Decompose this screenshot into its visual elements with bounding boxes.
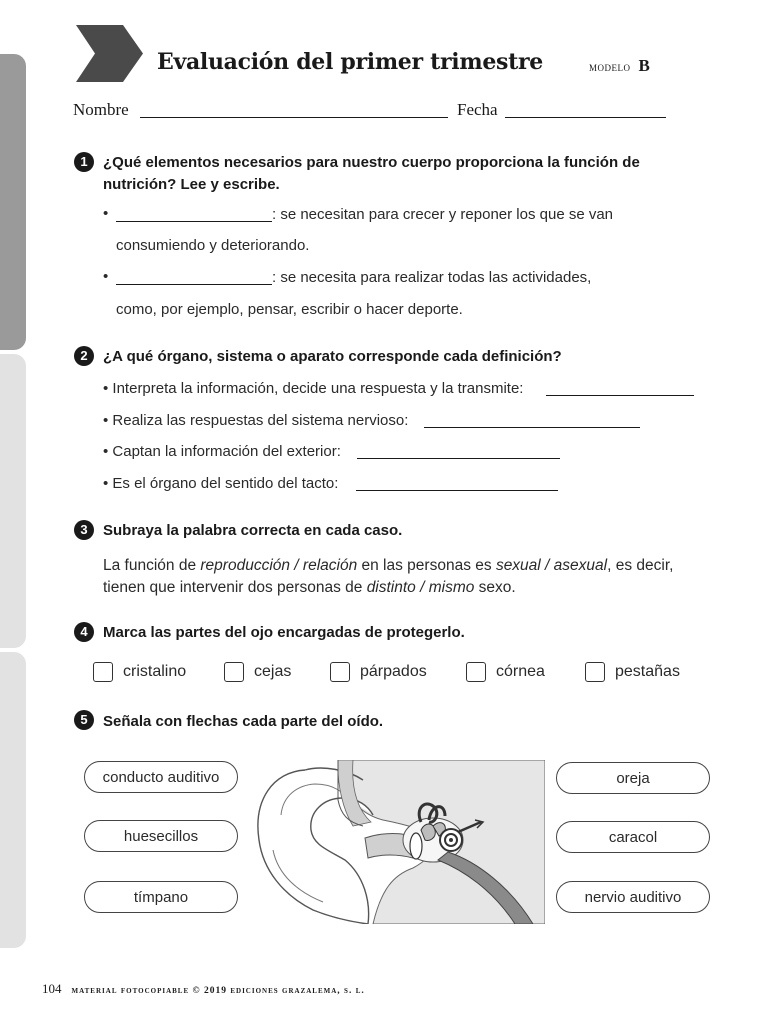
modelo-badge — [589, 56, 650, 76]
name-field[interactable] — [140, 117, 448, 118]
name-label: Nombre — [73, 100, 129, 119]
question-number: 5 — [74, 710, 94, 730]
ear-label-left[interactable]: tímpano — [84, 881, 238, 913]
q1-item-text: : se necesitan para crecer y reponer los que se van — [272, 206, 614, 223]
q2-item: • Es el órgano del sentido del tacto: — [103, 475, 339, 492]
q2-item: • Captan la información del exterior: — [103, 443, 341, 460]
side-tab — [0, 652, 26, 948]
checkbox-option[interactable] — [93, 662, 186, 682]
question-number: 1 — [74, 152, 94, 172]
checkbox-label: córnea — [496, 663, 545, 680]
question-4-text: Marca las partes del ojo encargadas de protegerlo. — [103, 624, 465, 641]
q2-item: • Realiza las respuestas del sistema nervioso: — [103, 412, 409, 429]
question-number: 3 — [74, 520, 94, 540]
checkbox-option[interactable] — [224, 662, 291, 682]
checkbox-label: cristalino — [123, 663, 187, 680]
date-label: Fecha — [457, 100, 498, 119]
q1-item-continuation: consumiendo y deteriorando. — [116, 237, 310, 254]
q1-item-text: : se necesita para realizar todas las actividades, — [272, 269, 592, 286]
checkbox-option[interactable] — [466, 662, 545, 682]
modelo-label: modelo — [589, 59, 631, 74]
side-tab — [0, 354, 26, 648]
date-field[interactable] — [505, 117, 666, 118]
bullet: • — [103, 205, 109, 222]
ear-label-right[interactable]: nervio auditivo — [556, 881, 710, 913]
ear-label-right[interactable]: caracol — [556, 821, 710, 853]
answer-blank[interactable] — [116, 284, 272, 285]
checkbox-option[interactable] — [330, 662, 427, 682]
q3-paragraph: La función de reproducción / relación en las personas es sexual / asexual, es decir, tienen que intervenir dos personas de distinto / mismo sexo. — [103, 557, 674, 596]
question-5-text: Señala con flechas cada parte del oído. — [103, 713, 384, 730]
modelo-letter: B — [638, 56, 650, 75]
checkbox[interactable] — [93, 662, 113, 682]
q2-item: • Interpreta la información, decide una respuesta y la transmite: — [103, 380, 524, 397]
ear-label-left[interactable]: conducto auditivo — [84, 761, 238, 793]
question-2-text: ¿A qué órgano, sistema o aparato corresponde cada definición? — [103, 348, 562, 365]
option-choice[interactable]: sexual / asexual — [495, 557, 608, 574]
page-title: Evaluación del primer trimestre — [157, 49, 543, 75]
page-number: 104 — [42, 981, 62, 996]
checkbox-label: cejas — [254, 663, 292, 680]
question-number: 4 — [74, 622, 94, 642]
answer-blank[interactable] — [356, 490, 558, 491]
checkbox-label: párpados — [360, 663, 427, 680]
answer-blank[interactable] — [116, 221, 272, 222]
copyright-text: material fotocopiable © 2019 ediciones grazalema, s. l. — [71, 986, 365, 996]
bullet: • — [103, 268, 109, 285]
option-choice[interactable]: distinto / mismo — [366, 579, 475, 596]
answer-blank[interactable] — [546, 395, 694, 396]
question-1-text: ¿Qué elementos necesarios para nuestro cuerpo proporciona la función de nutrición? Lee y escribe. — [103, 154, 640, 193]
side-tab — [0, 54, 26, 350]
answer-blank[interactable] — [424, 427, 640, 428]
answer-blank[interactable] — [357, 458, 560, 459]
footer — [42, 980, 365, 998]
ear-label-left[interactable]: huesecillos — [84, 820, 238, 852]
option-choice[interactable]: reproducción / relación — [200, 557, 358, 574]
checkbox[interactable] — [330, 662, 350, 682]
q1-item-continuation: como, por ejemplo, pensar, escribir o hacer deporte. — [116, 301, 463, 318]
checkbox-option[interactable] — [585, 662, 680, 682]
checkbox[interactable] — [224, 662, 244, 682]
checkbox-label: pestañas — [615, 663, 680, 680]
question-number: 2 — [74, 346, 94, 366]
ear-label-right[interactable]: oreja — [556, 762, 710, 794]
checkbox[interactable] — [585, 662, 605, 682]
ear-anatomy-illustration — [253, 760, 545, 924]
checkbox[interactable] — [466, 662, 486, 682]
question-3-text: Subraya la palabra correcta en cada caso. — [103, 522, 403, 539]
chevron-icon — [73, 25, 143, 82]
